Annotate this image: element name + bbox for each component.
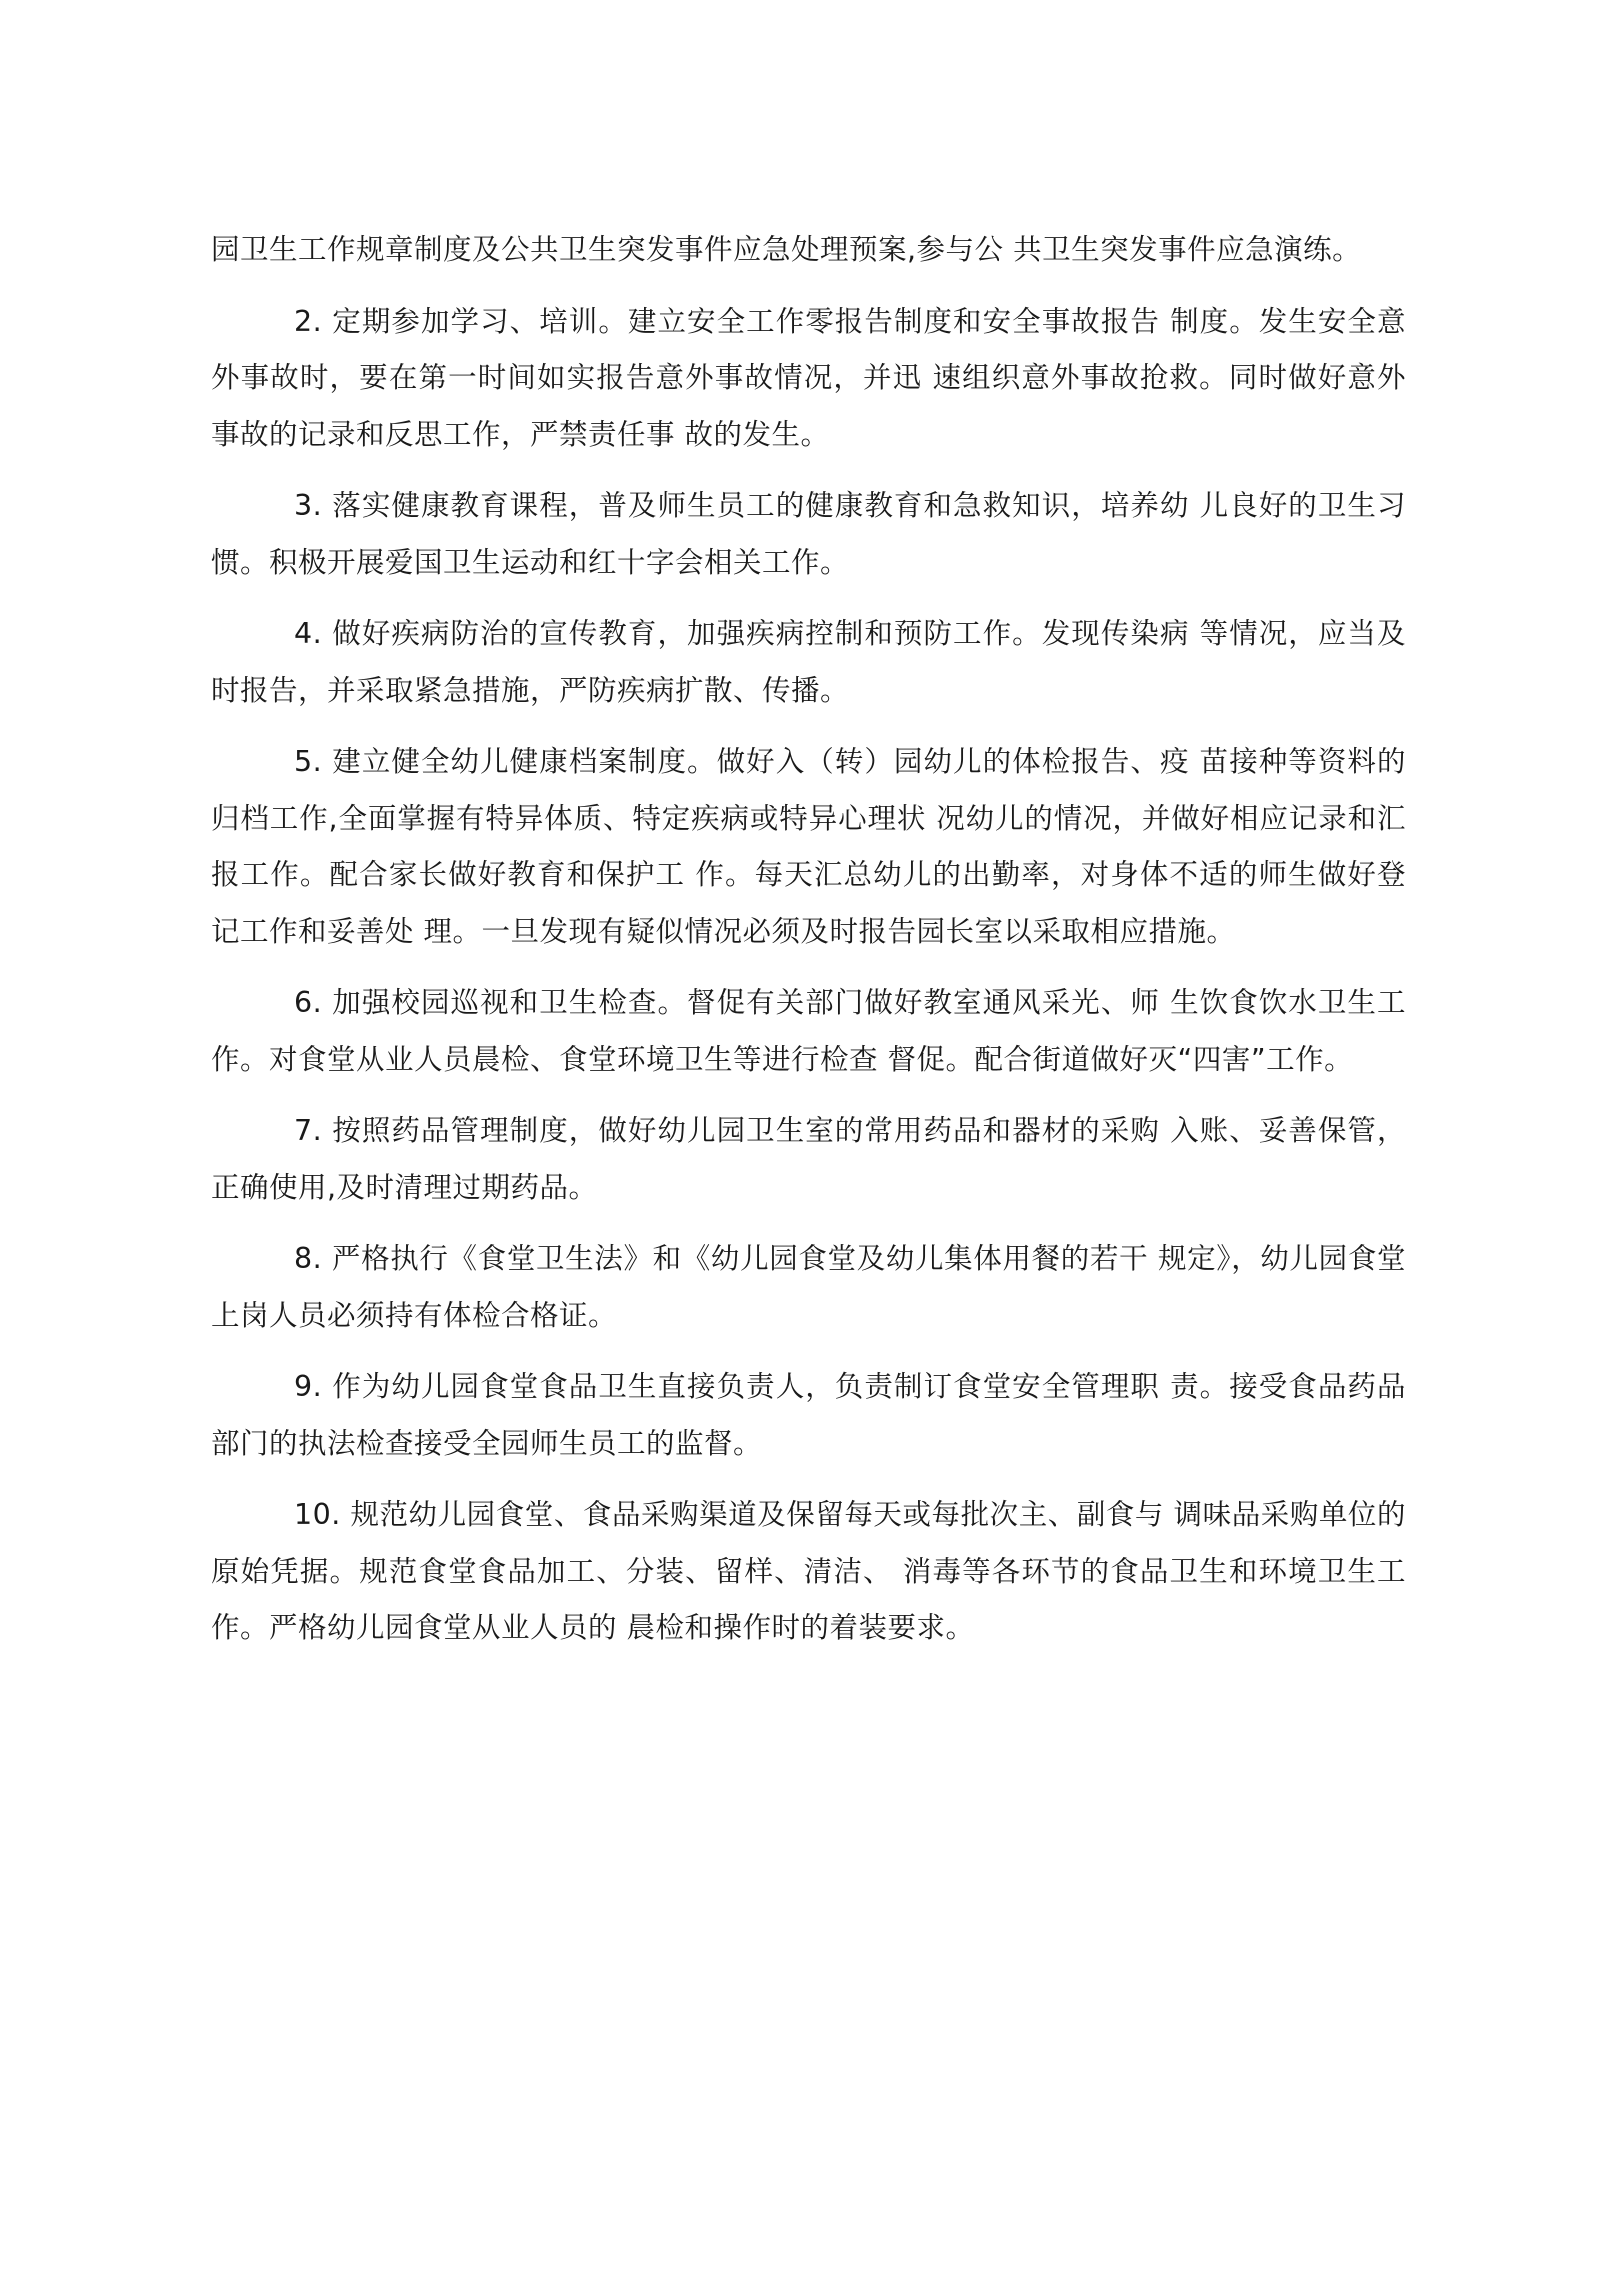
- paragraph-item-8: 8. 严格执行《食堂卫生法》和《幼儿园食堂及幼儿集体用餐的若干 规定》，幼儿园食堂上岗人员必须持有体检合格证。: [211, 1242, 1406, 1332]
- paragraph-continuation: 园卫生工作规章制度及公共卫生突发事件应急处理预案,参与公 共卫生突发事件应急演练。: [211, 233, 1362, 266]
- paragraph-item-9: 9. 作为幼儿园食堂食品卫生直接负责人，负责制订食堂安全管理职 责。接受食品药品部门的执法检查接受全园师生员工的监督。: [211, 1370, 1406, 1460]
- paragraph-item-6: 6. 加强校园巡视和卫生检查。督促有关部门做好教室通风采光、师 生饮食饮水卫生工作。对食堂从业人员晨检、食堂环境卫生等进行检查 督促。配合街道做好灭“四害”工作。: [211, 986, 1406, 1076]
- paragraph-item-7: 7. 按照药品管理制度，做好幼儿园卫生室的常用药品和器材的采购 入账、妥善保管，正确使用,及时清理过期药品。: [211, 1114, 1406, 1204]
- paragraph-item-10: 10. 规范幼儿园食堂、食品采购渠道及保留每天或每批次主、副食与 调味品采购单位的原始凭据。规范食堂食品加工、分装、留样、清洁、 消毒等各环节的食品卫生和环境卫生工作。严格幼儿园食堂从业人员的 晨检和操作时的着装要求。: [211, 1498, 1406, 1644]
- paragraph-item-2: 2. 定期参加学习、培训。建立安全工作零报告制度和安全事故报告 制度。发生安全意外事故时，要在第一时间如实报告意外事故情况，并迅 速组织意外事故抢救。同时做好意外事故的记录和反思工作，严禁责任事 故的发生。: [211, 304, 1406, 451]
- paragraph-item-4: 4. 做好疾病防治的宣传教育，加强疾病控制和预防工作。发现传染病 等情况，应当及时报告，并采取紧急措施，严防疾病扩散、传播。: [211, 617, 1406, 707]
- document-body: [211, 222, 1406, 1672]
- paragraph-item-5: 5. 建立健全幼儿健康档案制度。做好入（转）园幼儿的体检报告、疫 苗接种等资料的归档工作,全面掌握有特异体质、特定疾病或特异心理状 况幼儿的情况，并做好相应记录和汇报工作。配合家长做好教育和保护工 作。每天汇总幼儿的出勤率，对身体不适的师生做好登记工作和妥善处 理。一旦发现有疑似情况必须及时报告园长室以采取相应措施。: [211, 745, 1406, 948]
- paragraph-item-3: 3. 落实健康教育课程，普及师生员工的健康教育和急救知识，培养幼 儿良好的卫生习惯。积极开展爱国卫生运动和红十字会相关工作。: [211, 489, 1406, 579]
